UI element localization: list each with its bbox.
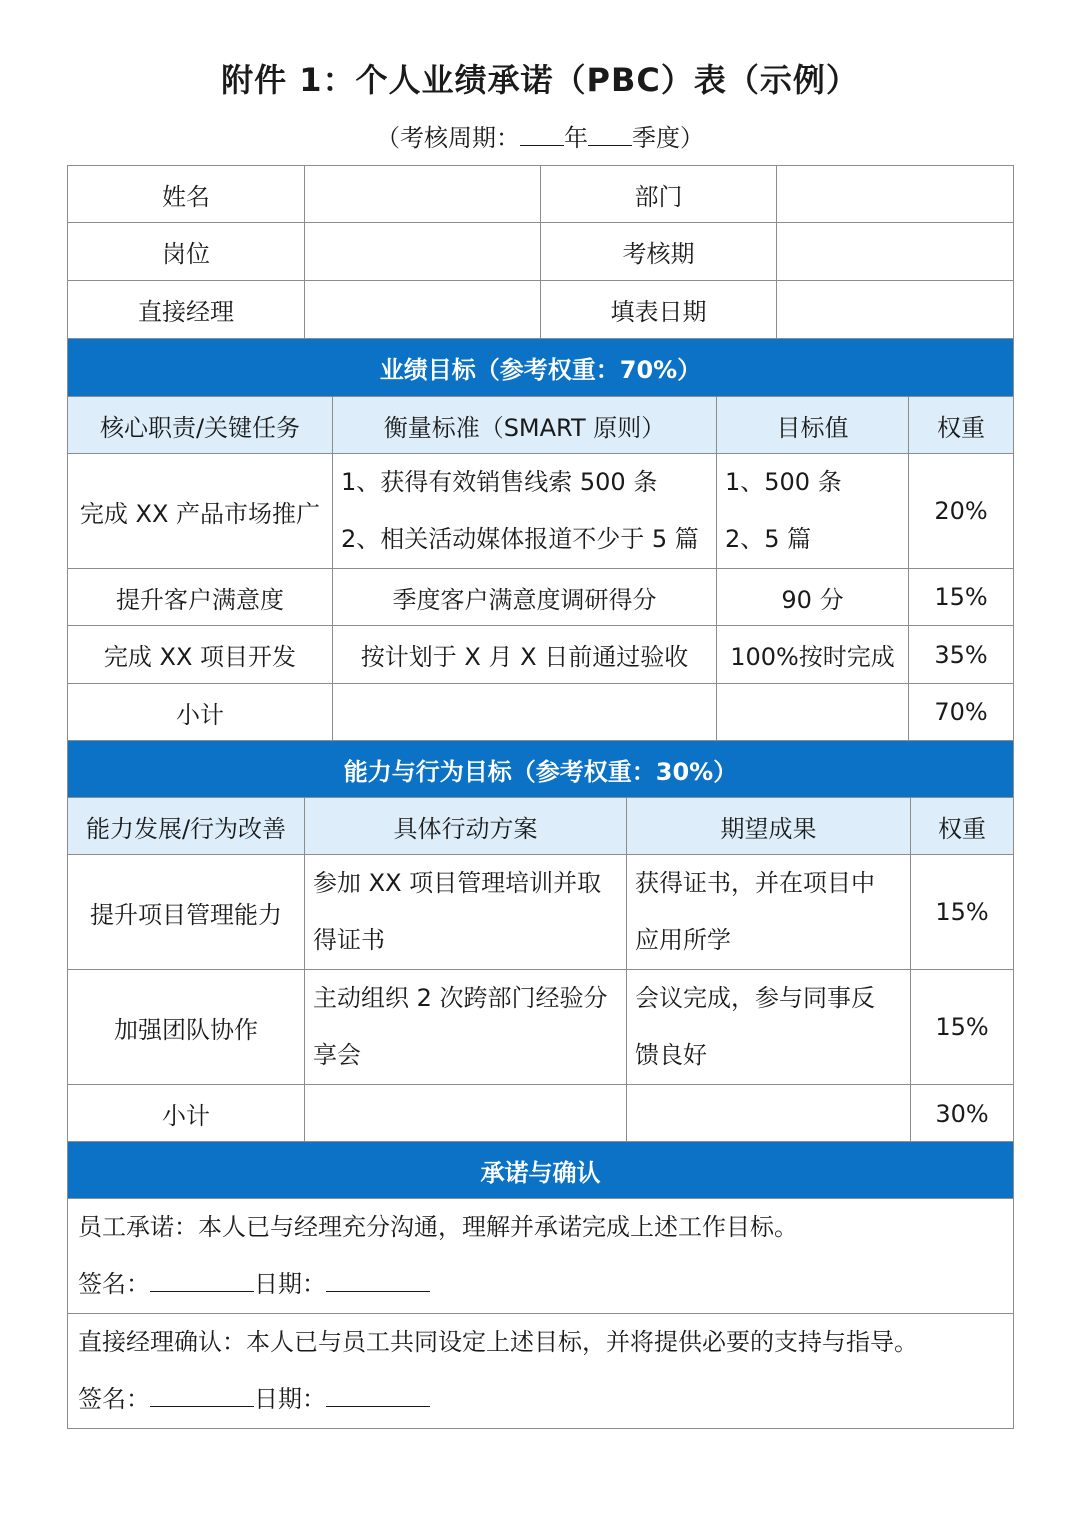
header-row (68, 397, 1014, 454)
manager-label: 直接经理 (68, 281, 305, 339)
col-header: 目标值 (717, 397, 909, 454)
info-table (67, 165, 1014, 339)
empty-cell (717, 684, 909, 741)
department-label: 部门 (541, 166, 777, 223)
date-label: 日期： (254, 1270, 326, 1298)
col-header: 能力发展/行为改善 (68, 798, 305, 855)
subtotal-row (68, 1085, 1014, 1143)
ability-item-cell: 加强团队协作 (68, 970, 305, 1085)
info-row (68, 166, 1014, 223)
plan-line: 参加 XX 项目管理培训并取 (313, 869, 602, 897)
result-line: 获得证书，并在项目中 (635, 869, 875, 897)
date-label: 日期： (254, 1385, 326, 1413)
target-cell (717, 454, 909, 569)
section-band (68, 1142, 1014, 1199)
manager-date-blank[interactable] (326, 1384, 430, 1407)
subtotal-weight: 30% (911, 1085, 1014, 1143)
fill-date-label: 填表日期 (541, 281, 777, 339)
fill-date-field[interactable] (777, 281, 1014, 339)
performance-heading: 业绩目标（参考权重：70%） (68, 339, 1014, 397)
target-line: 1、500 条 (725, 468, 842, 496)
manager-field[interactable] (305, 281, 541, 339)
employee-sign-blank[interactable] (150, 1269, 254, 1292)
info-row (68, 281, 1014, 339)
result-line: 应用所学 (635, 926, 731, 954)
col-header: 期望成果 (627, 798, 911, 855)
weight-cell: 35% (909, 626, 1014, 684)
name-label: 姓名 (68, 166, 305, 223)
task-cell: 完成 XX 项目开发 (68, 626, 333, 684)
confirm-table (67, 1141, 1014, 1429)
empty-cell (333, 684, 717, 741)
department-field[interactable] (777, 166, 1014, 223)
position-field[interactable] (305, 223, 541, 281)
section-band (68, 339, 1014, 397)
manager-confirm-text: 直接经理确认：本人已与员工共同设定上述目标，并将提供必要的支持与指导。 (78, 1328, 918, 1356)
manager-sign-blank[interactable] (150, 1384, 254, 1407)
ability-heading: 能力与行为目标（参考权重：30%） (68, 741, 1014, 798)
table-row (68, 626, 1014, 684)
result-cell (627, 970, 911, 1085)
confirm-heading: 承诺与确认 (68, 1142, 1014, 1199)
table-row (68, 855, 1014, 970)
quarter-blank[interactable] (588, 123, 632, 146)
ability-table (67, 740, 1014, 1143)
target-line: 2、5 篇 (725, 525, 812, 553)
name-field[interactable] (305, 166, 541, 223)
review-term-field[interactable] (777, 223, 1014, 281)
empty-cell (305, 1085, 627, 1143)
sign-label: 签名： (78, 1385, 150, 1413)
result-line: 会议完成，参与同事反 (635, 984, 875, 1012)
header-row (68, 798, 1014, 855)
document-title: 附件 1：个人业绩承诺（PBC）表（示例） (221, 61, 859, 99)
standard-cell: 按计划于 X 月 X 日前通过验收 (333, 626, 717, 684)
result-cell (627, 855, 911, 970)
employee-commitment-text: 员工承诺：本人已与经理充分沟通，理解并承诺完成上述工作目标。 (78, 1213, 798, 1241)
weight-cell: 15% (911, 970, 1014, 1085)
signature-line (78, 1371, 1013, 1428)
plan-cell (305, 970, 627, 1085)
col-header: 核心职责/关键任务 (68, 397, 333, 454)
col-header: 权重 (911, 798, 1014, 855)
standard-line: 2、相关活动媒体报道不少于 5 篇 (341, 525, 699, 553)
plan-line: 主动组织 2 次跨部门经验分 (313, 984, 608, 1012)
year-blank[interactable] (520, 123, 564, 146)
target-cell: 90 分 (717, 569, 909, 626)
position-label: 岗位 (68, 223, 305, 281)
signature-line (78, 1256, 1013, 1313)
review-period (0, 118, 1080, 153)
review-term-label: 考核期 (541, 223, 777, 281)
plan-line: 享会 (313, 1041, 361, 1069)
manager-confirm-cell (68, 1314, 1014, 1429)
employee-date-blank[interactable] (326, 1269, 430, 1292)
subtotal-weight: 70% (909, 684, 1014, 741)
performance-table (67, 338, 1014, 741)
weight-cell: 15% (911, 855, 1014, 970)
table-row (68, 569, 1014, 626)
standard-cell: 季度客户满意度调研得分 (333, 569, 717, 626)
subtotal-row (68, 684, 1014, 741)
plan-line: 得证书 (313, 926, 385, 954)
period-quarter: 季度） (632, 124, 704, 152)
employee-commitment-cell (68, 1199, 1014, 1314)
plan-cell (305, 855, 627, 970)
table-row (68, 454, 1014, 569)
col-header: 衡量标准（SMART 原则） (333, 397, 717, 454)
period-prefix: （考核周期： (376, 124, 520, 152)
section-band (68, 741, 1014, 798)
task-cell: 提升客户满意度 (68, 569, 333, 626)
manager-confirm-row (68, 1314, 1014, 1429)
info-row (68, 223, 1014, 281)
table-row (68, 970, 1014, 1085)
period-year: 年 (564, 124, 588, 152)
standard-line: 1、获得有效销售线索 500 条 (341, 468, 658, 496)
subtotal-label: 小计 (68, 1085, 305, 1143)
weight-cell: 20% (909, 454, 1014, 569)
result-line: 馈良好 (635, 1041, 707, 1069)
col-header: 权重 (909, 397, 1014, 454)
target-cell: 100%按时完成 (717, 626, 909, 684)
standard-cell (333, 454, 717, 569)
weight-cell: 15% (909, 569, 1014, 626)
ability-item-cell: 提升项目管理能力 (68, 855, 305, 970)
employee-commitment-row (68, 1199, 1014, 1314)
col-header: 具体行动方案 (305, 798, 627, 855)
empty-cell (627, 1085, 911, 1143)
sign-label: 签名： (78, 1270, 150, 1298)
subtotal-label: 小计 (68, 684, 333, 741)
task-cell: 完成 XX 产品市场推广 (68, 454, 333, 569)
